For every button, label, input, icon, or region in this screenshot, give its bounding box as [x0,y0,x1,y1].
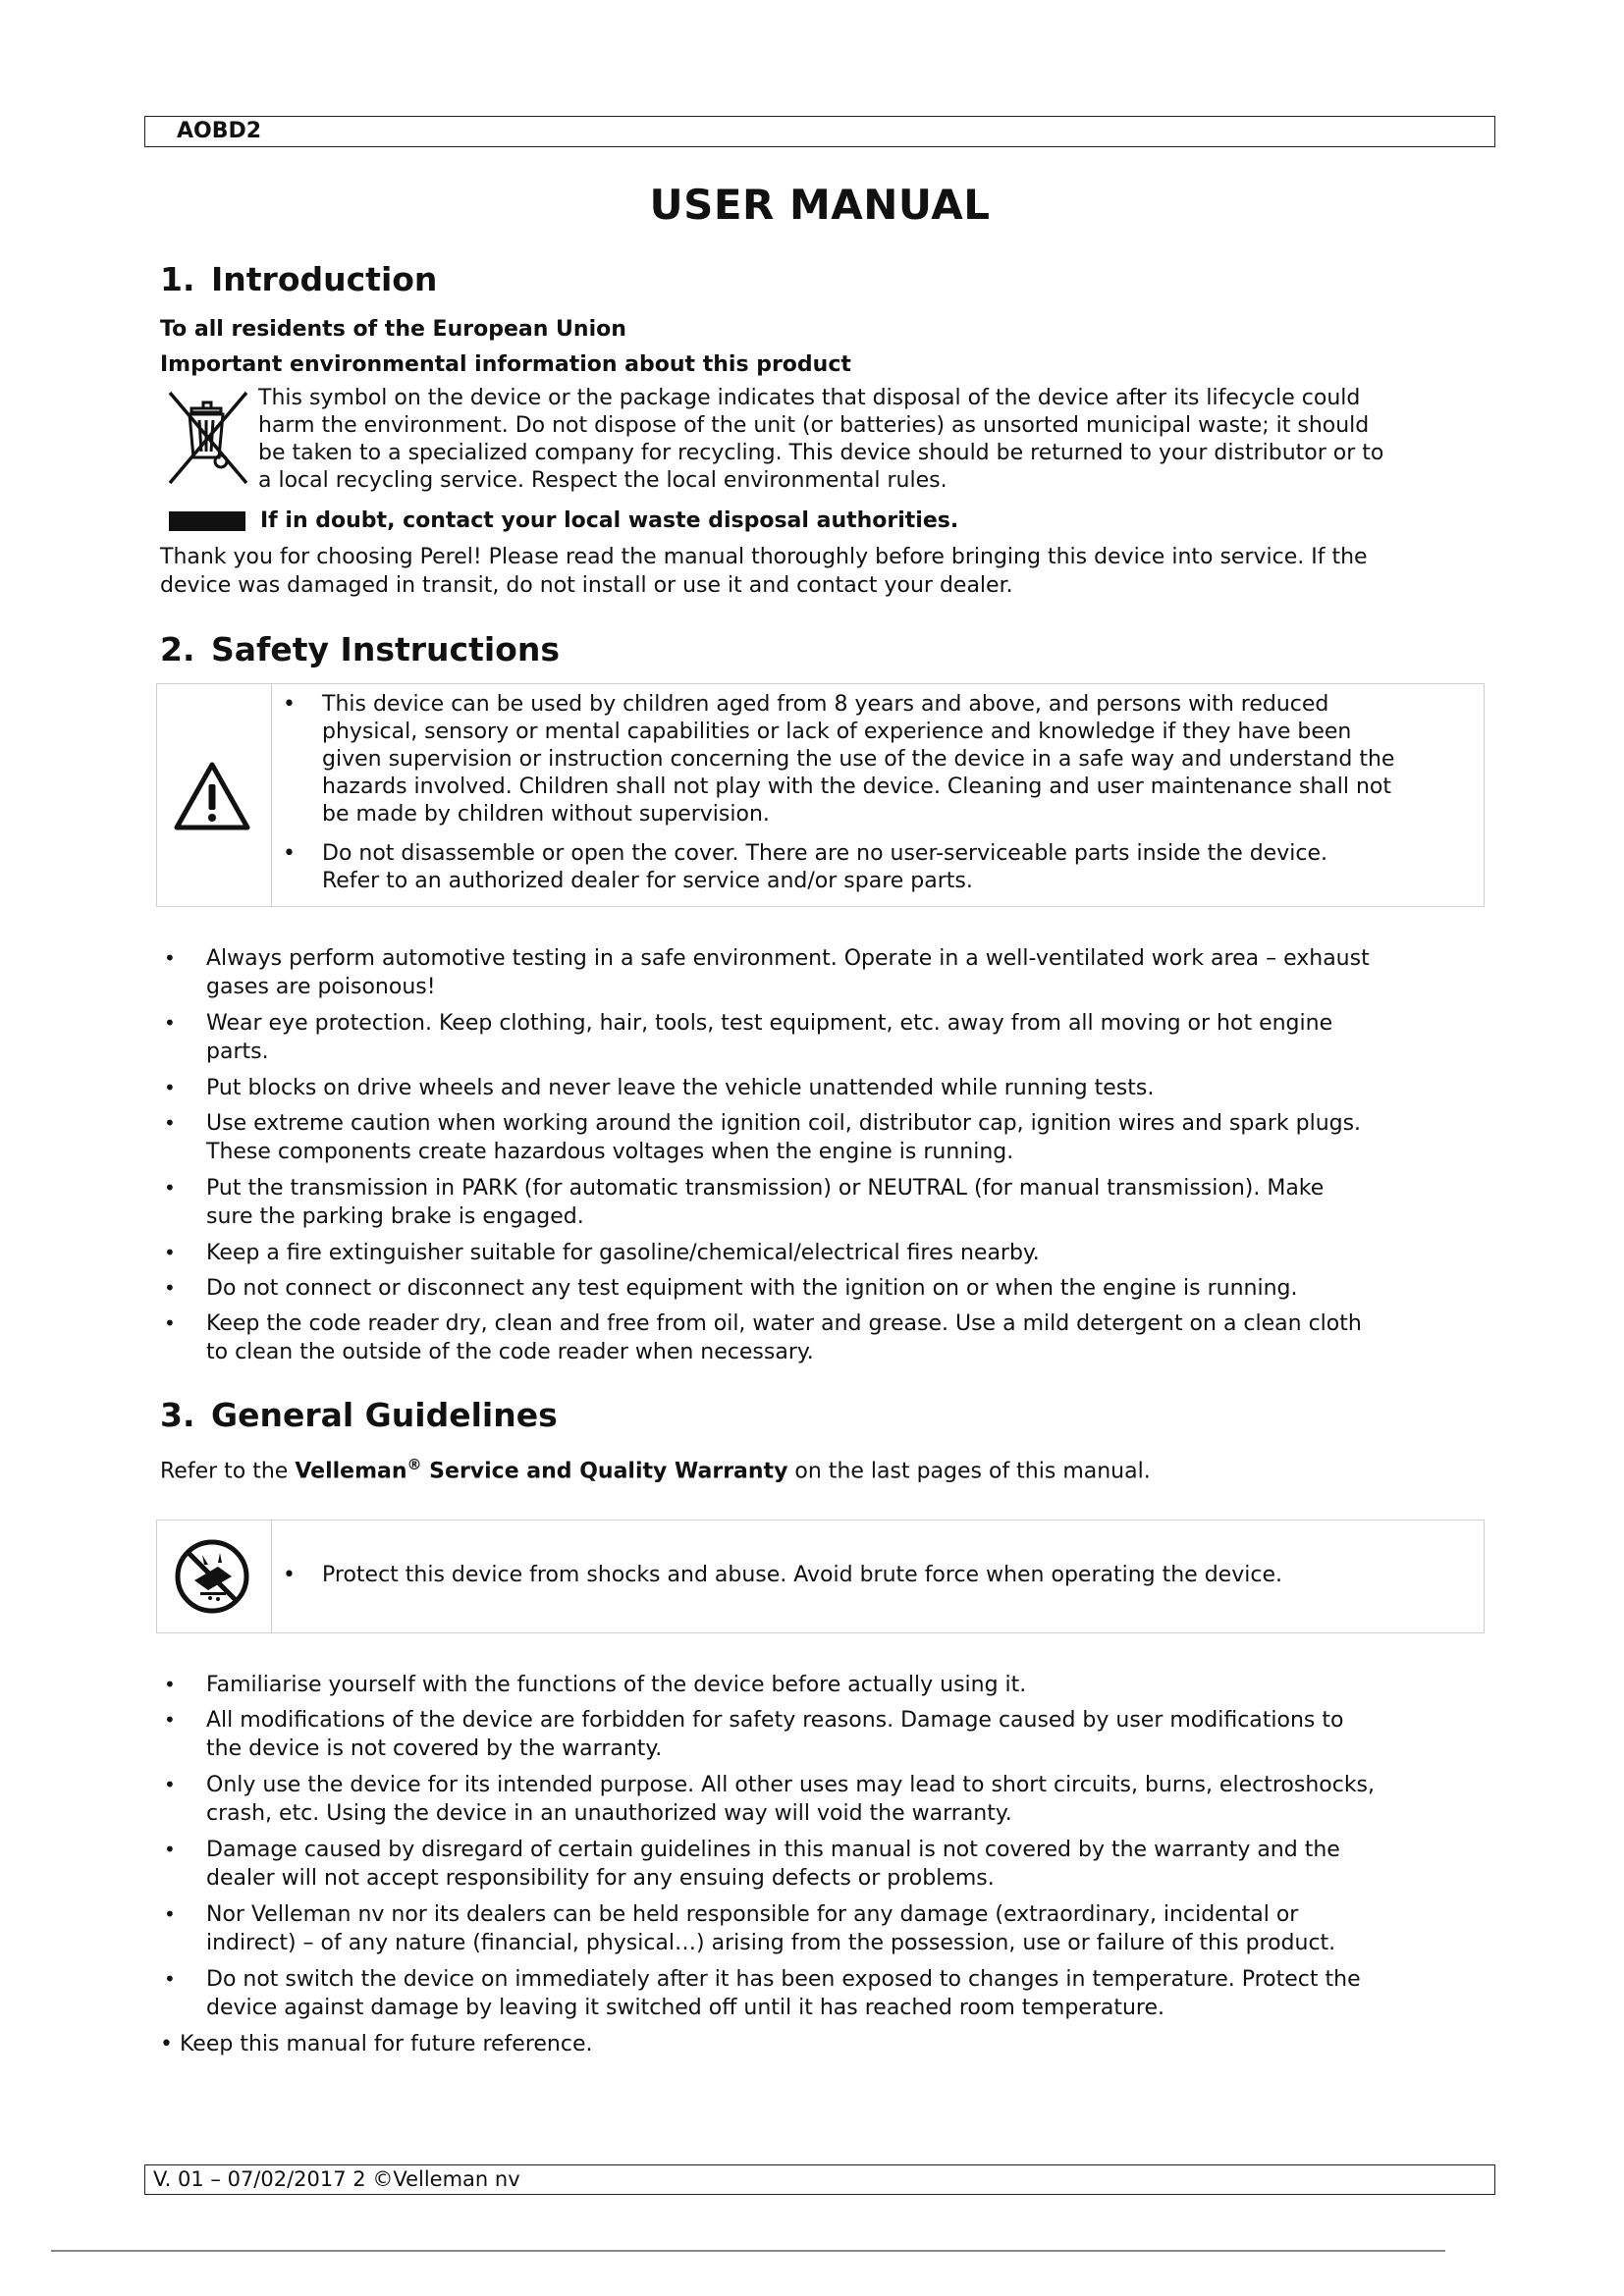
weee-line: be taken to a specialized company for recycling. This device should be returned to your distributor or to [258,441,1384,465]
eu-residents-line: To all residents of the European Union [160,317,626,342]
bullet-line: Put the transmission in PARK (for automatic transmission) or NEUTRAL (for manual transmission). Make [206,1176,1325,1201]
warranty-reference [160,1451,1495,1485]
bullet-text [206,1309,1494,1366]
footer-box [144,2164,1495,2195]
bullet-text [206,1965,1494,2022]
bullet-dot: • [283,841,296,866]
weee-block [160,385,1495,503]
bullet-line: Do not connect or disconnect any test equipment with the ignition on or when the engine is running. [206,1276,1298,1301]
section-2-number: 2. [160,630,195,668]
bullet-text [206,1274,1494,1303]
crossed-bin-icon [160,385,254,493]
bullet-line: Use extreme caution when working around the ignition coil, distributor cap, ignition wires and spark plugs. [206,1111,1362,1136]
guidelines-warning-box [156,1520,1485,1633]
warranty-ref-brand: Velleman [295,1459,407,1484]
bullet-line: Keep a fire extinguisher suitable for gasoline/chemical/electrical fires nearby. [206,1241,1040,1265]
bullet-dot: • [164,1708,176,1732]
footer-version: V. 01 – 07/02/2017 2 ©Velleman nv [153,2167,520,2191]
section-2-title: Safety Instructions [211,630,560,668]
safety-box-line: This device can be used by children aged from 8 years and above, and persons with reduced [322,692,1329,717]
bullet-text [206,1074,1494,1102]
bullet-line: to clean the outside of the code reader when necessary. [206,1340,814,1364]
bullet-line: Nor Velleman nv nor its dealers can be held responsible for any damage (extraordinary, incidental or [206,1902,1299,1927]
bullet-text [206,1836,1494,1893]
weee-line: harm the environment. Do not dispose of the unit (or batteries) as unsorted municipal waste; it should [258,413,1370,438]
bullet-dot: • [164,1111,176,1135]
bullet-line: Always perform automotive testing in a safe environment. Operate in a well-ventilated work area – exhaust [206,946,1370,971]
weee-line: a local recycling service. Respect the local environmental rules. [258,468,947,493]
bullet-line: parts. [206,1040,269,1064]
section-3-title: General Guidelines [211,1396,558,1434]
keep-manual-line: • Keep this manual for future reference. [160,2032,593,2056]
bullet-dot: • [164,1838,176,1861]
bullet-line: Familiarise yourself with the functions of the device before actually using it. [206,1673,1027,1697]
section-1-heading [160,260,437,299]
safety-box-line: physical, sensory or mental capabilities or lack of experience and knowledge if they have been [322,720,1352,744]
bullet-text [206,1009,1494,1066]
safety-box-line: Do not disassemble or open the cover. There are no user-serviceable parts inside the device. [322,841,1327,866]
bullet-dot: • [164,1241,176,1264]
guidelines-box-line: Protect this device from shocks and abuse. Avoid brute force when operating the device. [322,1563,1282,1587]
bullet-text [206,1706,1494,1763]
safety-warning-box [156,683,1485,907]
bullet-line: Do not switch the device on immediately after it has been exposed to changes in temperature. Protect the [206,1967,1361,1992]
waste-contact-line: If in doubt, contact your local waste disposal authorities. [260,508,959,533]
bullet-line: dealer will not accept responsibility for any ensuing defects or problems. [206,1866,995,1891]
bullet-line: Keep the code reader dry, clean and free from oil, water and grease. Use a mild detergent on a clean cloth [206,1311,1362,1336]
bullet-dot: • [164,1673,176,1696]
bullet-line: These components create hazardous voltages when the engine is running. [206,1140,1014,1164]
bullet-text [206,1239,1494,1267]
bullet-dot: • [164,1967,176,1991]
guidelines-box-text [271,1521,1484,1632]
warranty-ref-bold: Service and Quality Warranty [421,1459,788,1484]
bullet-dot: • [164,1902,176,1926]
bullet-dot: • [164,946,176,970]
bullet-text [206,1174,1494,1231]
section-3-heading [160,1396,558,1435]
bullet-line: All modifications of the device are forbidden for safety reasons. Damage caused by user modifications to [206,1708,1344,1733]
safety-box-line: Refer to an authorized dealer for service and/or spare parts. [322,869,973,893]
shock-icon-cell [157,1521,272,1632]
warning-triangle-icon [173,761,251,831]
bullet-line: Put blocks on drive wheels and never leave the vehicle unattended while running tests. [206,1076,1155,1100]
bullet-line: device against damage by leaving it switched off until it has reached room temperature. [206,1996,1165,2020]
thanks-line: Thank you for choosing Perel! Please read the manual thoroughly before bringing this device into service. If the [160,545,1368,569]
bullet-dot: • [164,1076,176,1099]
bullet-line: the device is not covered by the warranty. [206,1736,663,1761]
bullet-text [206,1771,1494,1828]
bullet-line: crash, etc. Using the device in an unauthorized way will void the warranty. [206,1801,1012,1826]
model-code: AOBD2 [177,119,262,143]
bullet-line: gases are poisonous! [206,975,436,999]
safety-box-item [322,840,1481,895]
bullet-text [206,1900,1494,1957]
bullet-dot: • [164,1773,176,1796]
bullet-text [206,1671,1494,1699]
no-shock-icon [173,1537,251,1616]
safety-box-line: hazards involved. Children shall not play with the device. Cleaning and user maintenance shall not [322,774,1391,799]
section-2-heading [160,630,560,669]
weee-line: This symbol on the device or the package indicates that disposal of the device after its lifecycle could [258,386,1361,410]
bullet-line: Wear eye protection. Keep clothing, hair, tools, test equipment, etc. away from all moving or hot engine [206,1011,1333,1036]
section-1-number: 1. [160,260,195,298]
weee-text [258,385,1495,495]
safety-box-text [271,684,1484,906]
weee-underbar [169,511,245,531]
bullet-dot: • [164,1011,176,1035]
bottom-rule [51,2250,1445,2252]
warranty-ref-prefix: Refer to the [160,1459,296,1484]
bullet-dot: • [283,1563,296,1587]
section-1-title: Introduction [211,260,438,298]
safety-box-line: be made by children without supervision. [322,802,770,827]
bullet-text [206,944,1494,1001]
header-model-box [144,116,1495,147]
bullet-dot: • [164,1276,176,1300]
safety-box-item [322,691,1481,828]
bullet-text [206,1109,1494,1166]
bullet-dot: • [283,692,296,717]
bullet-line: Only use the device for its intended purpose. All other uses may lead to short circuits, burns, electroshocks, [206,1773,1376,1797]
registered-mark: ® [406,1456,422,1473]
bullet-dot: • [164,1311,176,1335]
section-3-number: 3. [160,1396,195,1434]
bullet-line: sure the parking brake is engaged. [206,1204,584,1229]
warranty-ref-suffix: on the last pages of this manual. [787,1459,1151,1484]
bullet-line: Damage caused by disregard of certain guidelines in this manual is not covered by the warranty and the [206,1838,1340,1862]
thanks-line: device was damaged in transit, do not install or use it and contact your dealer. [160,573,1013,598]
safety-box-line: given supervision or instruction concerning the use of the device in a safe way and understand the [322,747,1395,772]
thanks-paragraph [160,543,1495,600]
env-info-line: Important environmental information about this product [160,352,851,377]
page-title: USER MANUAL [649,181,991,229]
bullet-line: indirect) – of any nature (financial, physical…) arising from the possession, use or failure of this product. [206,1931,1336,1955]
warning-icon-cell [157,684,272,906]
bullet-dot: • [164,1176,176,1200]
